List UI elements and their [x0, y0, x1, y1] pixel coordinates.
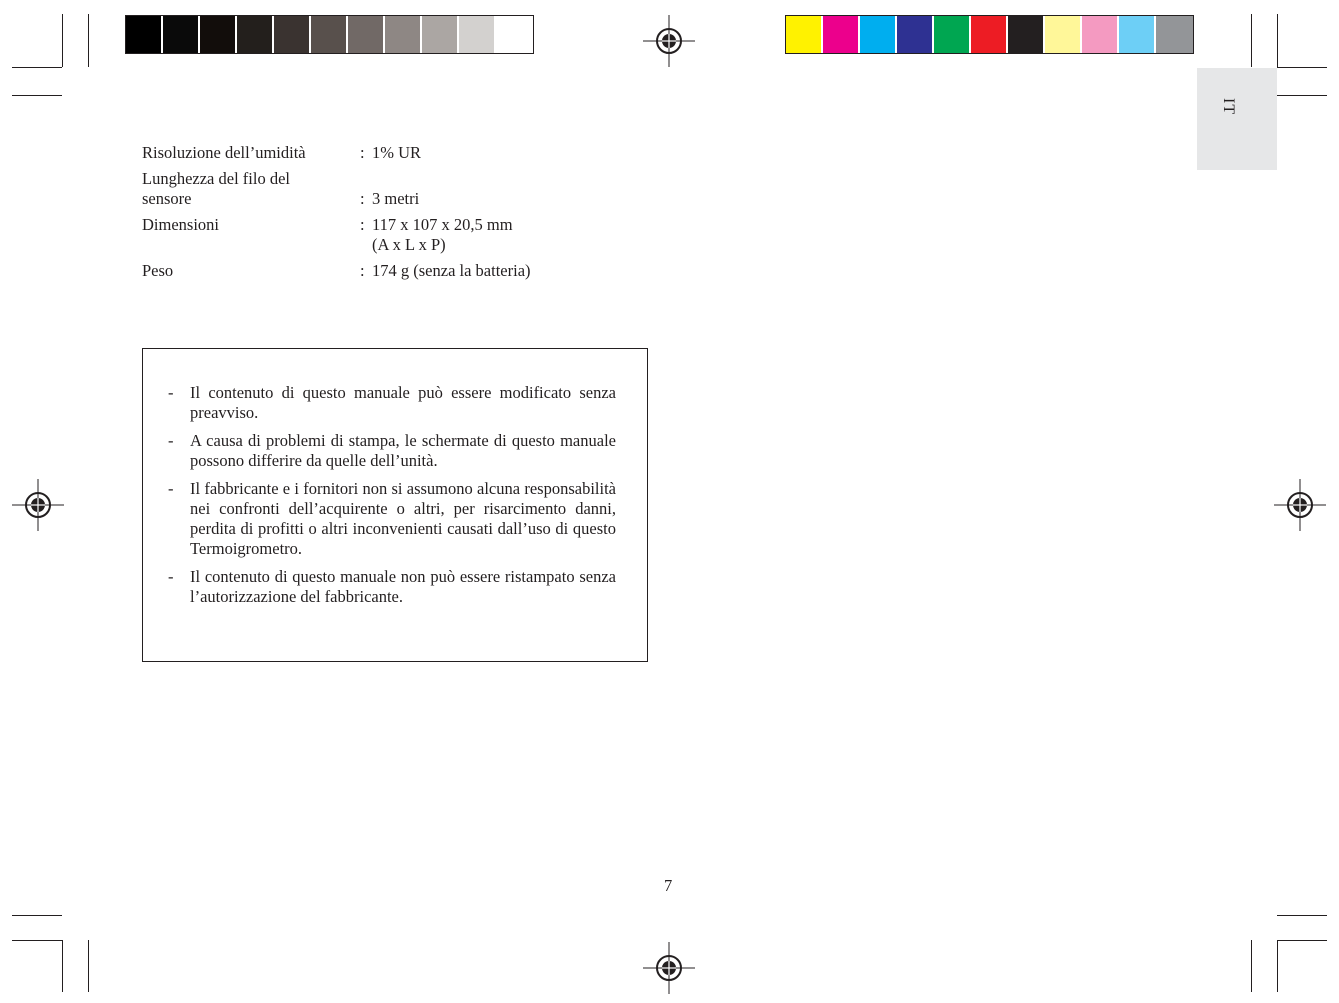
color-swatch [1156, 16, 1193, 53]
color-swatch [934, 16, 971, 53]
color-swatch [823, 16, 860, 53]
language-tab [1197, 68, 1277, 170]
specifications-list [142, 143, 531, 287]
crop-mark [12, 940, 62, 941]
spec-value: 1% UR [372, 143, 422, 162]
registration-mark-icon [643, 942, 695, 994]
page-number: 7 [664, 876, 673, 895]
spec-row-weight [142, 261, 531, 281]
crop-mark [1277, 95, 1327, 96]
crop-mark [62, 940, 63, 992]
color-swatch [126, 16, 163, 53]
registration-mark-icon [1274, 479, 1326, 531]
color-swatch [459, 16, 496, 53]
spec-label: Dimensioni [142, 215, 219, 234]
grayscale-color-bar [125, 15, 534, 54]
color-swatch [422, 16, 459, 53]
crop-mark [12, 95, 62, 96]
crop-mark [1277, 940, 1327, 941]
color-swatch [311, 16, 348, 53]
list-item: - Il contenuto di questo manuale non può essere ristampato senza l’autorizzazione del fabbricante. [168, 567, 616, 606]
spec-value: 117 x 107 x 20,5 mm [372, 215, 513, 234]
crop-mark [88, 940, 89, 992]
spec-row-sensor-wire-length [142, 169, 531, 209]
list-item: - Il contenuto di questo manuale può essere modificato senza preavviso. [168, 383, 616, 422]
language-tab-label: IT [1220, 98, 1237, 116]
color-swatch [897, 16, 934, 53]
notice-list [168, 383, 616, 615]
spec-value: (A x L x P) [372, 235, 446, 254]
spec-value: 3 metri [372, 189, 420, 208]
spec-row-humidity-resolution [142, 143, 531, 163]
color-swatch [496, 16, 533, 53]
crop-mark [1277, 940, 1278, 992]
spec-value: 174 g (senza la batteria) [372, 261, 531, 280]
crop-mark [1277, 915, 1327, 916]
spec-colon: : [360, 261, 365, 280]
spec-label: Peso [142, 261, 174, 280]
crop-mark [12, 67, 62, 68]
crop-mark [12, 915, 62, 916]
color-swatch [1045, 16, 1082, 53]
color-swatch [971, 16, 1008, 53]
list-item: - Il fabbricante e i fornitori non si assumono alcuna responsabilità nei confronti dell’acquirente o altri, per risarcimento danni, perdita di profitti o altri inconvenienti causati dall’uso di questo Termoigrometro. [168, 479, 616, 558]
color-swatch [860, 16, 897, 53]
spec-colon: : [360, 215, 365, 234]
crop-mark [1251, 14, 1252, 67]
spec-colon: : [360, 189, 365, 208]
notice-box [142, 348, 648, 662]
color-swatch [786, 16, 823, 53]
crop-mark [62, 14, 63, 67]
color-swatch [163, 16, 200, 53]
color-swatch [200, 16, 237, 53]
crop-mark [1251, 940, 1252, 992]
color-swatch [237, 16, 274, 53]
process-color-bar [785, 15, 1194, 54]
crop-mark [88, 14, 89, 67]
registration-mark-icon [12, 479, 64, 531]
spec-row-dimensions [142, 215, 531, 255]
spec-label: Risoluzione dell’umidità [142, 143, 306, 162]
color-swatch [1119, 16, 1156, 53]
color-swatch [1008, 16, 1045, 53]
crop-mark [1277, 14, 1278, 67]
color-swatch [1082, 16, 1119, 53]
list-item: - A causa di problemi di stampa, le schermate di questo manuale possono differire da quelle dell’unità. [168, 431, 616, 470]
spec-colon: : [360, 143, 365, 162]
color-swatch [348, 16, 385, 53]
color-swatch [274, 16, 311, 53]
color-swatch [385, 16, 422, 53]
spec-label: Lunghezza del filo del sensore [142, 169, 290, 208]
registration-mark-icon [643, 15, 695, 67]
crop-mark [1277, 67, 1327, 68]
